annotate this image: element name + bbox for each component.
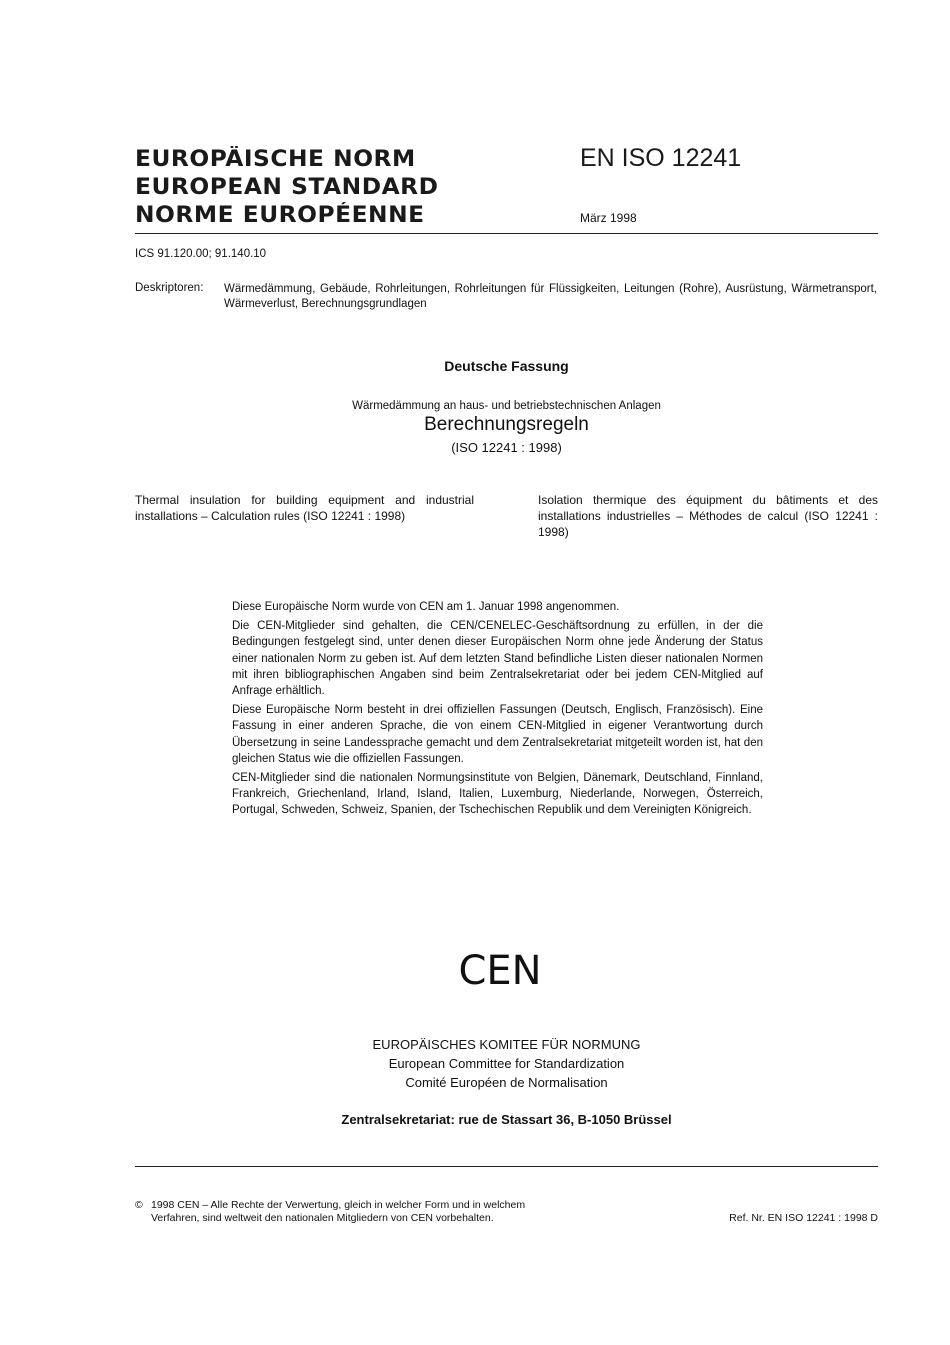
cen-logo: [430, 944, 570, 994]
brand-line-french: NORME EUROPÉENNE: [135, 203, 425, 228]
committee-name-german: EUROPÄISCHES KOMITEE FÜR NORMUNG: [372, 1037, 641, 1052]
brand-line-english: EUROPEAN STANDARD: [135, 175, 439, 200]
committee-name-english: European Committee for Standardization: [388, 1056, 625, 1071]
paragraph-members: CEN-Mitglieder sind die nationalen Normungsinstitute von Belgien, Dänemark, Deutschland, Finnland, Frankreich, Griechenland, Irland, Island, Italien, Luxemburg, Niederlande, Norwegen, Österreich, Portugal, Schweden, Schweiz, Spanien, der Tschechischen Republik und dem Vereinigten Königreich.: [232, 772, 763, 817]
document-title: Berechnungsregeln: [424, 414, 589, 435]
iso-reference: (ISO 12241 : 1998): [451, 440, 562, 455]
paragraph-obligations: Die CEN-Mitglieder sind gehalten, die CEN/CENELEC-Geschäftsordnung zu erfüllen, in der die Bedingungen festgelegt sind, unter denen dieser Europäischen Norm ohne jede Änderung der Status einer nationalen Norm zu geben ist. Auf dem letzten Stand befindliche Listen dieser nationalen Normen mit ihren bibliographischen Angaben sind beim Zentralsekretariat oder bei jedem CEN-Mitglied auf Anfrage erhältlich.: [232, 620, 763, 698]
standard-number: EN ISO 12241: [580, 144, 742, 172]
standard-type-heading: [135, 146, 485, 230]
english-title: Thermal insulation for building equipment and industrial installations – Calculation rules (ISO 12241 : 1998): [135, 493, 474, 523]
committee-name-french: Comité Européen de Normalisation: [405, 1075, 608, 1090]
ics-code: ICS 91.120.00; 91.140.10: [135, 248, 267, 260]
version-label: Deutsche Fassung: [444, 358, 569, 374]
adoption-notice: [232, 599, 763, 822]
brand-line-german: EUROPÄISCHE NORM: [135, 147, 416, 172]
cen-logo-text: CEN: [458, 948, 542, 994]
footer-divider: [135, 1166, 878, 1167]
copyright-notice: [135, 1199, 525, 1225]
descriptors-text: Wärmedämmung, Gebäude, Rohrleitungen, Rohrleitungen für Flüssigkeiten, Leitungen (Rohre), Ausrüstung, Wärmetransport, Wärmeverlust, Berechnungsgrundlagen: [224, 283, 877, 310]
descriptors-label: Deskriptoren:: [135, 282, 204, 294]
publication-date: März 1998: [580, 211, 637, 225]
paragraph-adoption: Diese Europäische Norm wurde von CEN am 1. Januar 1998 angenommen.: [232, 601, 620, 613]
secretariat-address: Zentralsekretariat: rue de Stassart 36, B-1050 Brüssel: [341, 1112, 672, 1127]
header-divider: [135, 233, 878, 234]
copyright-line-2: Verfahren, sind weltweit den nationalen Mitgliedern von CEN vorbehalten.: [151, 1212, 494, 1224]
copyright-line-1: 1998 CEN – Alle Rechte der Verwertung, gleich in welcher Form und in welchem: [151, 1199, 526, 1211]
french-title: Isolation thermique des équipment du bâtiments et des installations industrielles – Méthodes de calcul (ISO 12241 : 1998): [538, 493, 878, 539]
document-subtitle: Wärmedämmung an haus- und betriebstechnischen Anlagen: [352, 400, 661, 412]
paragraph-versions: Diese Europäische Norm besteht in drei offiziellen Fassungen (Deutsch, Englisch, Französisch). Eine Fassung in einer anderen Sprache, die von einem CEN-Mitglied in eigener Verantwortung durch Übersetzung in seine Landessprache gemacht und dem Zentralsekretariat mitgeteilt worden ist, hat den gleichen Status wie die offiziellen Fassungen.: [232, 704, 763, 765]
reference-number: Ref. Nr. EN ISO 12241 : 1998 D: [729, 1212, 878, 1224]
copyright-icon: ©: [135, 1199, 143, 1211]
